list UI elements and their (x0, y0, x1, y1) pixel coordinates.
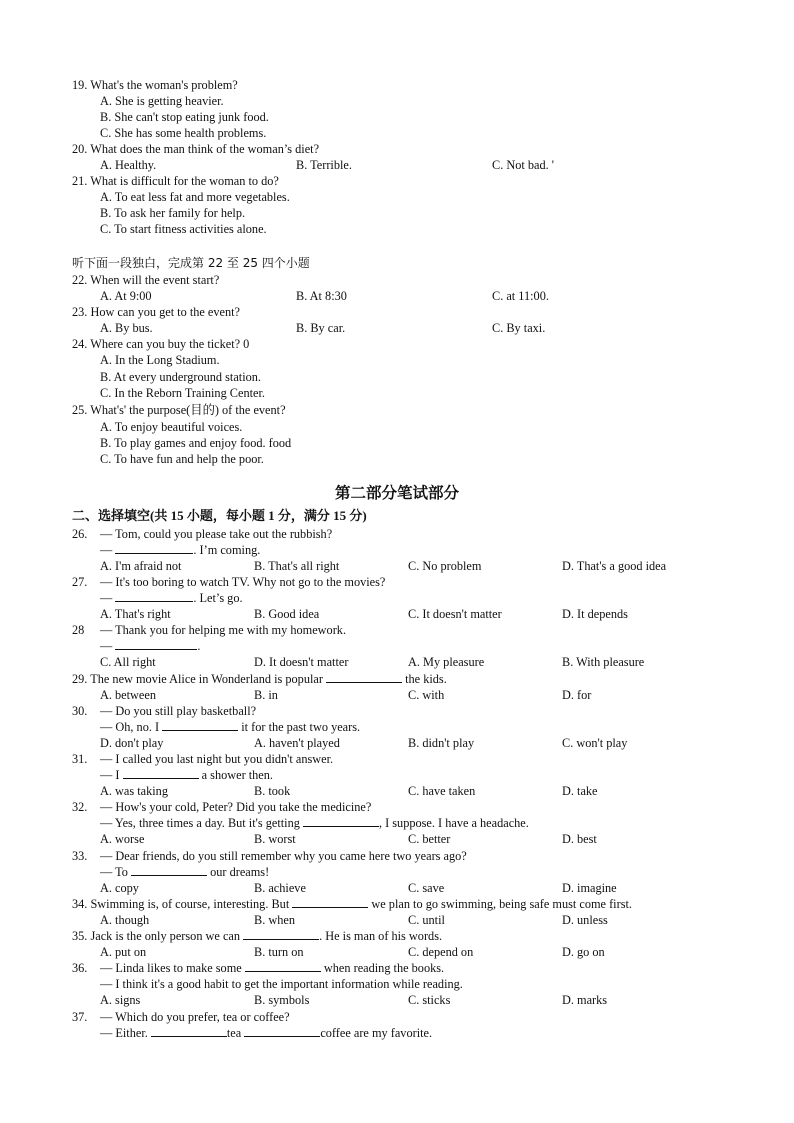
q28-line1: — Thank you for helping me with my homework. (100, 623, 347, 637)
q36-option-b: B. symbols (254, 993, 310, 1007)
q33-blank[interactable] (131, 864, 207, 876)
q31-line2: — I a shower then. (100, 768, 273, 782)
q33-number: 33. (72, 849, 88, 863)
q28-blank[interactable] (115, 638, 197, 650)
q21-option-b: B. To ask her family for help. (100, 206, 246, 220)
q37-blank-1[interactable] (151, 1025, 227, 1037)
q30-number: 30. (72, 704, 88, 718)
q26-option-c: C. No problem (408, 559, 482, 573)
q23-option-a: A. By bus. (100, 321, 153, 335)
q25-stem: 25. What's' the purpose(目的) of the event? (72, 403, 286, 417)
q23-option-c: C. By taxi. (492, 321, 546, 335)
q28-option-2: D. It doesn't matter (254, 655, 349, 669)
q29-option-a: A. between (100, 688, 156, 702)
q32-option-b: B. worst (254, 832, 296, 846)
q24-option-a: A. In the Long Stadium. (100, 353, 220, 367)
q21-option-c: C. To start fitness activities alone. (100, 222, 267, 236)
q22-option-b: B. At 8:30 (296, 289, 347, 303)
q34-option-b: B. when (254, 913, 295, 927)
q34-line1: 34. Swimming is, of course, interesting. But we plan to go swimming, being safe must come first. (72, 897, 632, 911)
q23-stem: 23. How can you get to the event? (72, 305, 241, 319)
q27-number: 27. (72, 575, 88, 589)
q20-option-c: C. Not bad. ' (492, 158, 554, 172)
q27-line1: — It's too boring to watch TV. Why not go to the movies? (100, 575, 386, 589)
q20-option-a: A. Healthy. (100, 158, 157, 172)
q29-option-b: B. in (254, 688, 278, 702)
q30-option-4: C. won't play (562, 736, 628, 750)
q31-blank[interactable] (123, 767, 199, 779)
q22-option-a: A. At 9:00 (100, 289, 152, 303)
q22-stem: 22. When will the event start? (72, 273, 220, 287)
q25-option-a: A. To enjoy beautiful voices. (100, 420, 243, 434)
q28-option-1: C. All right (100, 655, 156, 669)
q31-number: 31. (72, 752, 88, 766)
q20-option-b: B. Terrible. (296, 158, 352, 172)
q32-line1: — How's your cold, Peter? Did you take the medicine? (100, 800, 372, 814)
section-heading: 二、选择填空(共 15 小题，每小题 1 分，满分 15 分) (72, 508, 367, 523)
q29-blank[interactable] (326, 671, 402, 683)
q31-option-a: A. was taking (100, 784, 168, 798)
q37-number: 37. (72, 1010, 88, 1024)
q19-option-c: C. She has some health problems. (100, 126, 267, 140)
q26-number: 26. (72, 527, 88, 541)
q37-line2: — Either. tea coffee are my favorite. (100, 1026, 433, 1040)
q28-option-4: B. With pleasure (562, 655, 645, 669)
q32-option-a: A. worse (100, 832, 145, 846)
q35-option-a: A. put on (100, 945, 147, 959)
q34-option-c: C. until (408, 913, 445, 927)
q37-line1: — Which do you prefer, tea or coffee? (100, 1010, 290, 1024)
q26-option-b: B. That's all right (254, 559, 340, 573)
q32-option-c: C. better (408, 832, 451, 846)
q26-blank[interactable] (115, 542, 193, 554)
q27-option-a: A. That's right (100, 607, 171, 621)
q24-stem: 24. Where can you buy the ticket? 0 (72, 337, 250, 351)
q30-option-2: A. haven't played (254, 736, 340, 750)
q20-stem: 20. What does the man think of the woman’s diet? (72, 142, 320, 156)
q29-option-d: D. for (562, 688, 592, 702)
q21-stem: 21. What is difficult for the woman to do? (72, 174, 279, 188)
q26-option-a: A. I'm afraid not (100, 559, 182, 573)
written-part-title: 第二部分笔试部分 (334, 485, 459, 502)
q28-number: 28 (72, 623, 85, 637)
q31-line1: — I called you last night but you didn't answer. (100, 752, 334, 766)
q36-blank[interactable] (245, 960, 321, 972)
q34-option-d: D. unless (562, 913, 608, 927)
q27-option-b: B. Good idea (254, 607, 320, 621)
q27-option-d: D. It depends (562, 607, 628, 621)
q36-line1: — Linda likes to make some when reading the books. (100, 961, 445, 975)
q33-line2: — To our dreams! (100, 865, 270, 879)
q36-number: 36. (72, 961, 88, 975)
q29-line1: 29. The new movie Alice in Wonderland is popular the kids. (72, 672, 447, 686)
q36-line2: — I think it's a good habit to get the important information while reading. (100, 977, 463, 991)
q30-blank[interactable] (162, 719, 238, 731)
q30-line2: — Oh, no. I it for the past two years. (100, 720, 361, 734)
q32-option-d: D. best (562, 832, 597, 846)
q23-option-b: B. By car. (296, 321, 346, 335)
q33-option-d: D. imagine (562, 881, 617, 895)
q27-blank[interactable] (115, 590, 193, 602)
q32-line2: — Yes, three times a day. But it's getting , I suppose. I have a headache. (100, 816, 529, 830)
q29-option-c: C. with (408, 688, 445, 702)
q22-option-c: C. at 11:00. (492, 289, 549, 303)
q30-option-3: B. didn't play (408, 736, 475, 750)
q33-option-c: C. save (408, 881, 445, 895)
q34-blank[interactable] (292, 896, 368, 908)
q31-option-b: B. took (254, 784, 291, 798)
q31-option-d: D. take (562, 784, 598, 798)
q35-line1: 35. Jack is the only person we can . He is man of his words. (72, 929, 443, 943)
q25-option-c: C. To have fun and help the poor. (100, 452, 264, 466)
q26-option-d: D. That's a good idea (562, 559, 667, 573)
q28-option-3: A. My pleasure (408, 655, 485, 669)
q27-line2: — . Let’s go. (100, 591, 243, 605)
q19-option-b: B. She can't stop eating junk food. (100, 110, 269, 124)
q34-option-a: A. though (100, 913, 150, 927)
q19-stem: 19. What's the woman's problem? (72, 78, 238, 92)
q24-option-b: B. At every underground station. (100, 370, 261, 384)
listening-instruction: 听下面一段独白，完成第 22 至 25 四个小题 (72, 256, 310, 270)
q30-line1: — Do you still play basketball? (100, 704, 257, 718)
q35-option-b: B. turn on (254, 945, 304, 959)
q27-option-c: C. It doesn't matter (408, 607, 502, 621)
q36-option-a: A. signs (100, 993, 141, 1007)
q32-blank[interactable] (303, 815, 379, 827)
q26-line1: — Tom, could you please take out the rubbish? (100, 527, 333, 541)
q37-blank-2[interactable] (244, 1025, 320, 1037)
q35-blank[interactable] (243, 928, 319, 940)
q33-line1: — Dear friends, do you still remember why you came here two years ago? (100, 849, 467, 863)
q36-option-c: C. sticks (408, 993, 451, 1007)
q33-option-a: A. copy (100, 881, 139, 895)
q35-option-c: C. depend on (408, 945, 474, 959)
q24-option-c: C. In the Reborn Training Center. (100, 386, 265, 400)
q35-option-d: D. go on (562, 945, 605, 959)
q26-line2: — . I’m coming. (100, 543, 261, 557)
q19-option-a: A. She is getting heavier. (100, 94, 224, 108)
q33-option-b: B. achieve (254, 881, 306, 895)
q25-option-b: B. To play games and enjoy food. food (100, 436, 292, 450)
q30-option-1: D. don't play (100, 736, 164, 750)
q32-number: 32. (72, 800, 88, 814)
q36-option-d: D. marks (562, 993, 608, 1007)
q21-option-a: A. To eat less fat and more vegetables. (100, 190, 290, 204)
q28-line2: — . (100, 639, 201, 653)
q31-option-c: C. have taken (408, 784, 476, 798)
